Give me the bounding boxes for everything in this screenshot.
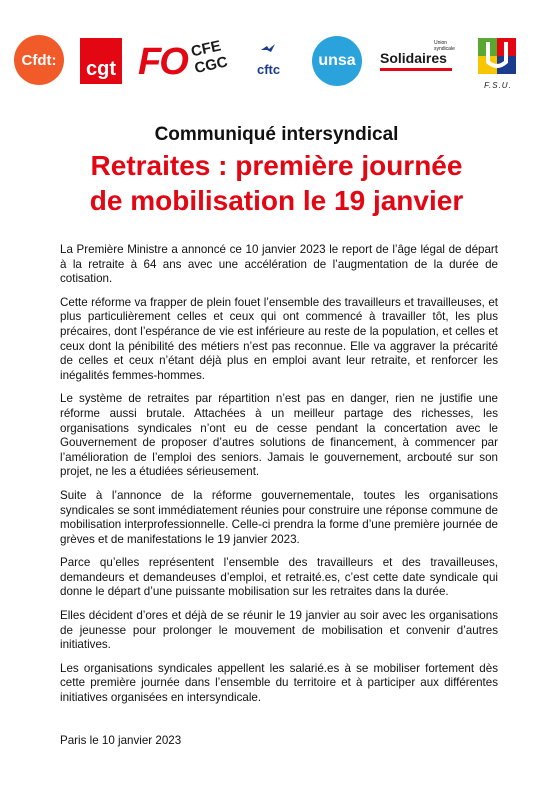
document-title-line1: Retraites : première journée: [90, 150, 463, 181]
solidaires-underline: [380, 68, 452, 71]
document-title: [0, 148, 553, 218]
cfe-cgc-logo-line2: CGC: [193, 53, 230, 77]
unsa-logo: [312, 36, 362, 86]
body-paragraph: La Première Ministre a annoncé ce 10 janvier 2023 le report de l’âge légal de départ à la retraite à 64 ans avec une accélération de l’augmentation de la durée de cotisation.: [60, 243, 498, 286]
fo-logo-text: FO: [138, 41, 187, 83]
body-paragraph: Les organisations syndicales appellent les salarié.es à se mobiliser fortement dès cette première journée dans l’ensemble du territoire et à participer aux différentes initiatives organisées en intersyndicale.: [60, 661, 498, 705]
body-paragraph: Le système de retraites par répartition n’est pas en danger, rien ne justifie une réforme aussi brutale. Attachées à un meilleur partage des richesses, les organisations syndicales n’ont eu de cesse pendant la concertation avec le Gouvernement de proposer d’autres solutions de financement, à commencer par l’amélioration de l’emploi des seniors. Jamais le gouvernement, arcbouté sur son projet, ne les a étudiées sérieusement.: [60, 392, 498, 479]
body-paragraph: Cette réforme va frapper de plein fouet l’ensemble des travailleurs et travailleuses, et plus particulièrement celles et ceux qui ont commencé à travailler tôt, les plus précaires, dont l’espérance de vie est inférieure au reste de la population, et celles et ceux dont la pénibilité des métiers n’est pas reconnue. Elle va aggraver la précarité de celles et ceux n’étant déjà plus en emploi avant leur retraite, et renforcer les inégalités femmes-hommes.: [60, 295, 498, 382]
body-paragraph: Suite à l’annonce de la réforme gouvernementale, toutes les organisations syndicales se sont immédiatement réunies pour construire une réponse commune de mobilisation interprofessionnelle. Celle-ci prendra la forme d’une première journée de grèves et de manifestations le 19 janvier 2023.: [60, 488, 498, 546]
signature-date: Paris le 10 janvier 2023: [60, 734, 182, 747]
cgt-logo-text: cgt: [86, 58, 116, 80]
unsa-logo-text: unsa: [318, 52, 356, 69]
cfe-cgc-logo-line1: CFE: [189, 37, 223, 61]
solidaires-logo-subtext: Union syndicale: [434, 40, 455, 52]
fsu-logo: [476, 38, 520, 94]
cfe-cgc-logo: [190, 33, 249, 90]
cfdt-logo-text: Cfdt:: [21, 51, 57, 69]
document-body: [60, 243, 498, 715]
cftc-logo-text: cftc: [257, 62, 281, 77]
body-paragraph: Elles décident d’ores et déjà de se réunir le 19 janvier au soir avec les organisations de jeunesse pour prolonger le mouvement de mobilisation et convenir d’autres initiatives.: [60, 609, 498, 652]
cgt-logo: [80, 38, 122, 84]
document-title-line2: de mobilisation le 19 janvier: [89, 185, 464, 216]
document-subtitle: Communiqué intersyndical: [154, 124, 399, 145]
solidaires-logo: [380, 40, 460, 80]
fo-logo: [138, 40, 187, 84]
bird-icon: [261, 44, 275, 54]
fsu-logo-text: F.S.U.: [484, 81, 512, 90]
fsu-mark-icon: [478, 38, 516, 74]
solidaires-logo-text: Solidaires: [380, 50, 447, 66]
cftc-logo: [257, 44, 297, 84]
body-paragraph: Parce qu’elles représentent l’ensemble des travailleurs et des travailleuses, demandeurs et demandeuses d’emploi, et retraité.es, c’est cette date syndicale qui donne le départ d’une puissante mobilisation sur les retraites dans la durée.: [60, 556, 498, 599]
cfdt-logo: [14, 35, 64, 85]
union-logos-row: [0, 30, 553, 100]
